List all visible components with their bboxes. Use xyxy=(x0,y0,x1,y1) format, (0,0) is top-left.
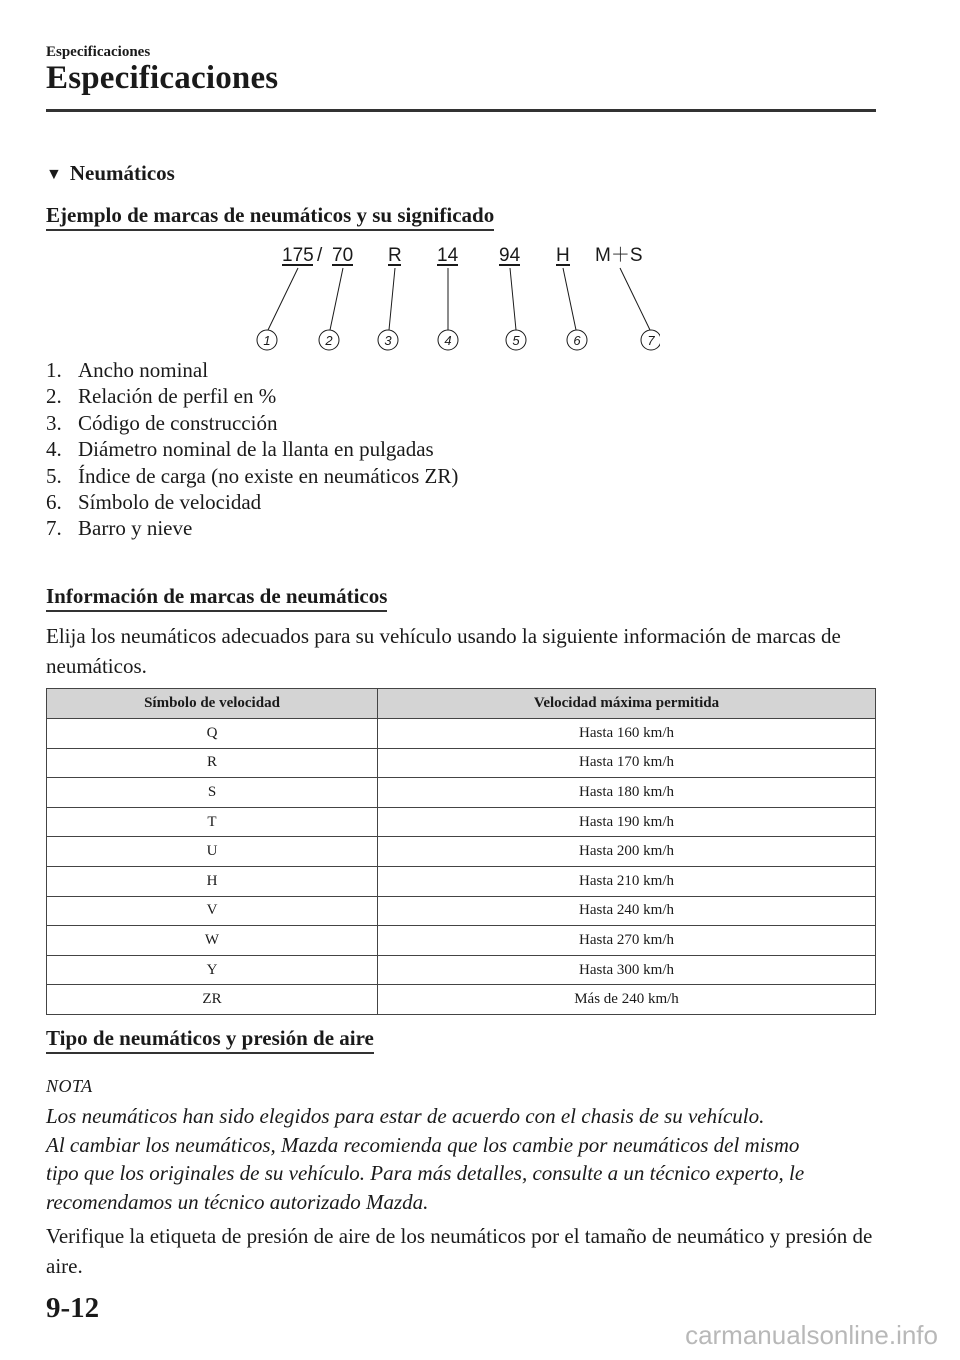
running-header: Especificaciones xyxy=(46,44,151,60)
list-item: 3. Código de construcción xyxy=(46,410,278,435)
tire-marking-diagram xyxy=(240,238,660,356)
pressure-paragraph: Verifique la etiqueta de presión de aire de los neumáticos por el tamaño de neumático y presión de aire. xyxy=(46,1224,873,1278)
note-title: NOTA xyxy=(46,1076,93,1096)
table-row: S Hasta 180 km/h xyxy=(47,778,876,808)
header-divider xyxy=(46,109,876,112)
list-item: 1. Ancho nominal xyxy=(46,358,209,382)
code-load: 94 xyxy=(499,245,521,266)
list-item: 5. Índice de carga (no existe en neumáticos ZR) xyxy=(46,463,459,488)
callout-2: 2 xyxy=(325,333,333,348)
list-item: 7. Barro y nieve xyxy=(46,516,193,541)
page-title: Especificaciones xyxy=(46,60,279,96)
marking-legend-list xyxy=(46,357,458,542)
callout-6: 6 xyxy=(573,333,581,348)
callout-5: 5 xyxy=(512,333,520,348)
table-row: V Hasta 240 km/h xyxy=(47,896,876,926)
callout-7: 7 xyxy=(647,333,655,348)
section-title xyxy=(46,161,175,186)
code-mud-snow: M＋S xyxy=(595,245,643,266)
diagram-callouts xyxy=(257,330,660,350)
code-slash: / xyxy=(317,245,323,266)
list-item: 4. Diámetro nominal de la llanta en pulgadas xyxy=(46,437,434,462)
code-width: 175 xyxy=(282,245,314,266)
speed-symbol-table xyxy=(46,688,876,1015)
table-row: U Hasta 200 km/h xyxy=(47,837,876,867)
callout-4: 4 xyxy=(444,333,452,348)
list-item: 6. Símbolo de velocidad xyxy=(46,490,262,515)
code-speed: H xyxy=(556,245,570,266)
table-row: T Hasta 190 km/h xyxy=(47,807,876,837)
table-row: R Hasta 170 km/h xyxy=(47,748,876,778)
info-heading: Información de marcas de neumáticos xyxy=(46,584,387,612)
column-header-symbol: Símbolo de velocidad xyxy=(47,689,378,719)
section-title-text: Neumáticos xyxy=(69,161,175,185)
tire-type-heading: Tipo de neumáticos y presión de aire xyxy=(46,1026,374,1054)
example-heading: Ejemplo de marcas de neumáticos y su significado xyxy=(46,203,494,231)
code-aspect: 70 xyxy=(332,245,354,266)
column-header-speed: Velocidad máxima permitida xyxy=(378,689,876,719)
list-item: 2. Relación de perfil en % xyxy=(46,384,277,409)
code-rim: 14 xyxy=(437,245,459,266)
callout-3: 3 xyxy=(384,333,392,348)
diagram-leader-lines xyxy=(268,268,650,330)
watermark: carmanualsonline.info xyxy=(685,1320,938,1350)
page-number: 9-12 xyxy=(46,1292,100,1324)
code-construction: R xyxy=(388,245,402,266)
table-header-row xyxy=(47,689,876,719)
note-text: Los neumáticos han sido elegidos para estar de acuerdo con el chasis de su vehículo. Al cambiar los neumáticos, Mazda recomienda que los cambie por neumáticos del mismo tipo que los originales de su vehículo. Para más detalles, consulte a un técnico experto, le recomendamos un técnico autorizado Mazda. xyxy=(46,1104,805,1214)
table-row: ZR Más de 240 km/h xyxy=(47,985,876,1015)
table-row: Q Hasta 160 km/h xyxy=(47,719,876,749)
info-paragraph: Elija los neumáticos adecuados para su vehículo usando la siguiente información de marcas de neumáticos. xyxy=(46,624,841,678)
table-row: Y Hasta 300 km/h xyxy=(47,955,876,985)
table-row: W Hasta 270 km/h xyxy=(47,926,876,956)
triangle-down-icon: ▼ xyxy=(46,165,62,183)
table-row: H Hasta 210 km/h xyxy=(47,866,876,896)
callout-1: 1 xyxy=(263,333,271,348)
diagram-codes xyxy=(282,245,643,266)
